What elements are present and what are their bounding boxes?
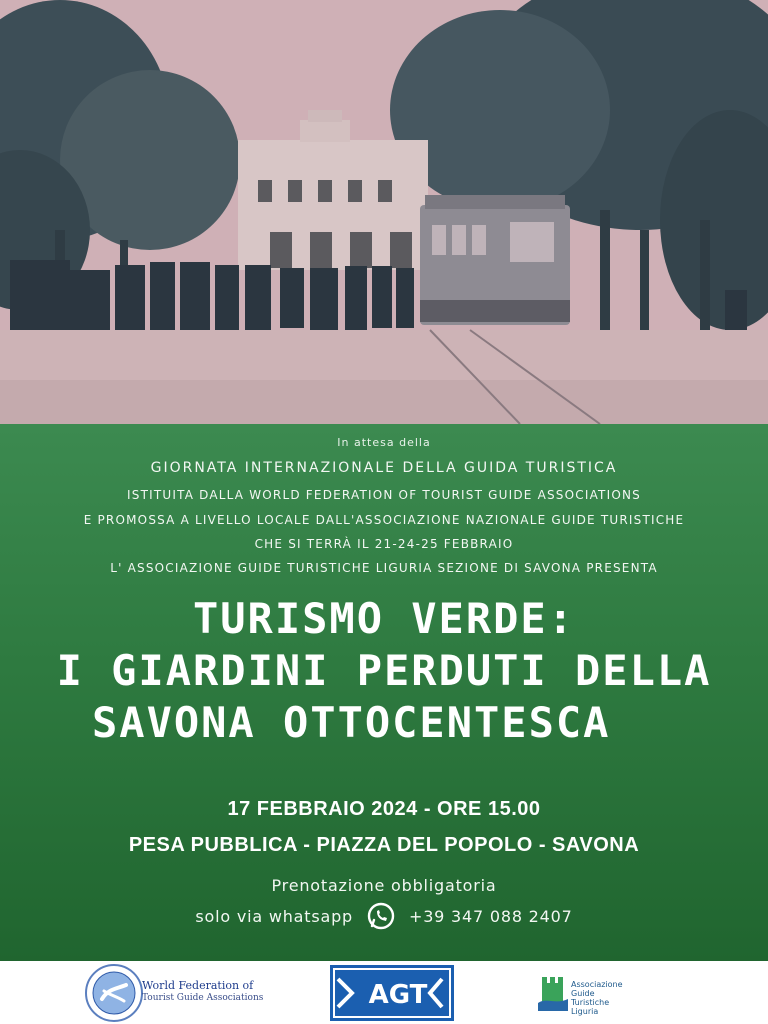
info-line-3: E PROMOSSA A LIVELLO LOCALE DALL'ASSOCIAZIONE NAZIONALE GUIDE TURISTICHE xyxy=(83,513,685,527)
title-line-3: SAVONA OTTOCENTESCA xyxy=(92,698,611,747)
booking-required: Prenotazione obbligatoria xyxy=(271,876,497,895)
booking-via: solo via whatsapp xyxy=(195,906,353,926)
historic-tram-photo-icon xyxy=(0,0,768,424)
event-location: PESA PUBBLICA - PIAZZA DEL POPOLO - SAVONA xyxy=(128,834,640,856)
historic-photo xyxy=(0,0,768,424)
info-panel xyxy=(0,424,768,961)
wftga-line-1: World Federation of xyxy=(142,979,254,992)
booking-phone: +39 347 088 2407 xyxy=(408,906,573,926)
wftga-name xyxy=(142,979,263,1005)
agt-logo-icon xyxy=(330,965,454,1021)
agl-tower-icon xyxy=(538,975,568,1011)
wftga-logo-icon xyxy=(84,963,144,1023)
wftga-line-2: Tourist Guide Associations xyxy=(142,993,264,1003)
agl-name xyxy=(571,980,623,1016)
info-line-2: ISTITUITA DALLA WORLD FEDERATION OF TOURIST GUIDE ASSOCIATIONS xyxy=(127,488,641,502)
info-line-4: CHE SI TERRÀ IL 21-24-25 FEBBRAIO xyxy=(254,537,514,551)
agl-line-4: Liguria xyxy=(571,1007,599,1016)
info-line-5: L' ASSOCIAZIONE GUIDE TURISTICHE LIGURIA SEZIONE DI SAVONA PRESENTA xyxy=(110,561,658,575)
info-line-1: GIORNATA INTERNAZIONALE DELLA GUIDA TURISTICA xyxy=(150,460,618,476)
title-line-1: TURISMO VERDE: xyxy=(192,594,575,643)
agl-line-2: Guide xyxy=(571,989,595,998)
title-line-2: I GIARDINI PERDUTI DELLA xyxy=(56,646,712,695)
agl-line-1: Associazione xyxy=(571,980,623,989)
footer-logos xyxy=(0,961,768,1024)
agl-line-3: Turistiche xyxy=(571,998,610,1007)
intro-text: In attesa della xyxy=(337,436,431,449)
booking-contact xyxy=(0,902,768,930)
agt-logo-text: AGT xyxy=(368,980,428,1010)
whatsapp-icon xyxy=(367,902,395,930)
event-date-time: 17 FEBBRAIO 2024 - ORE 15.00 xyxy=(227,798,541,820)
